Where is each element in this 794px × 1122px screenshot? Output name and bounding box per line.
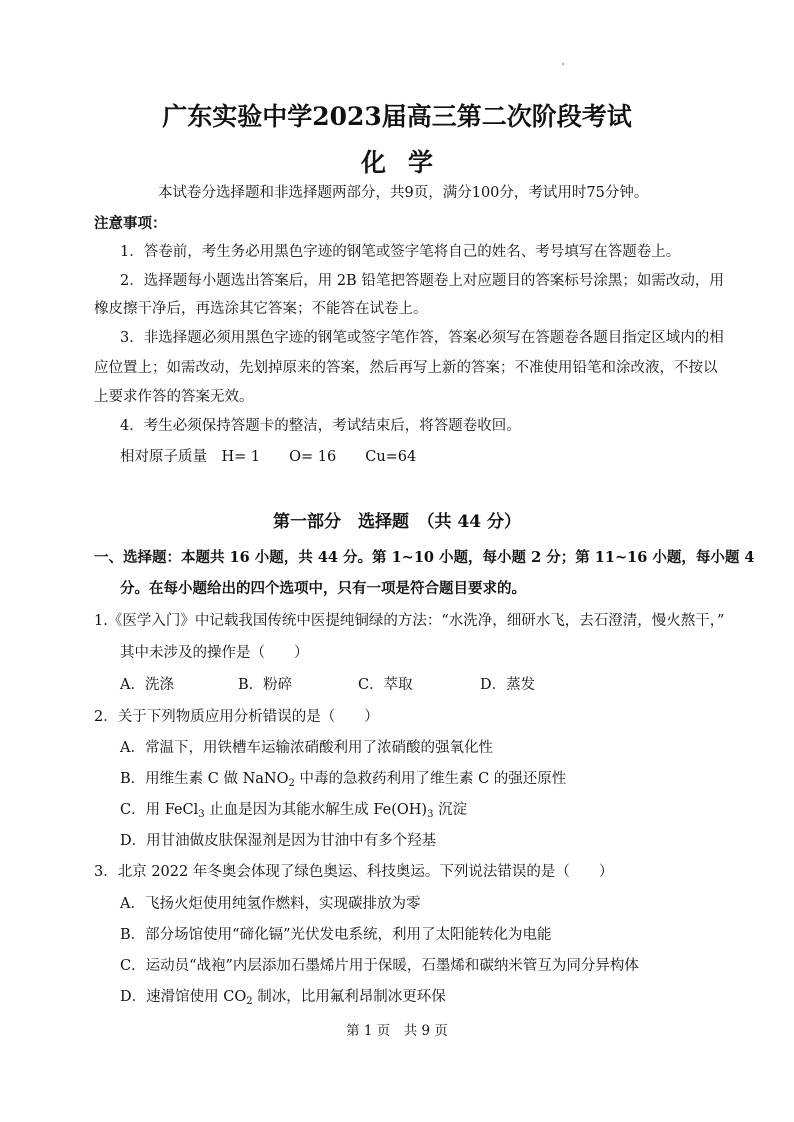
section-title: 第一部分 选择题 （共 44 分）	[273, 512, 521, 532]
question-1-option-b: B．粉碎	[238, 677, 293, 693]
question-2-option-a: A．常温下，用铁槽车运输浓硝酸利用了浓硝酸的强氧化性	[120, 740, 493, 756]
atomic-mass-line: 相对原子质量 H= 1 O= 16 Cu=64	[120, 449, 417, 465]
section-instruction: 分。在每小题给出的四个选项中，只有一项是符合题目要求的。	[120, 580, 526, 597]
question-1-option-c: C．萃取	[358, 677, 413, 693]
question-1-option-a: A．洗涤	[120, 677, 174, 693]
question-3-option-c: C．运动员“战袍”内层添加石墨烯片用于保暖，石墨烯和碳纳米管互为同分异构体	[120, 958, 639, 974]
option-text: 止血是因为其能水解生成 Fe(OH)	[204, 802, 428, 818]
question-1-stem: 其中未涉及的操作是（ ）	[120, 645, 309, 661]
question-2-stem: 2．关于下列物质应用分析错误的是（ ）	[94, 709, 379, 725]
subscript: 3	[198, 809, 205, 820]
option-text: C．用 FeCl	[120, 802, 199, 818]
notice-item: 2．选择题每小题选出答案后，用 2B 铅笔把答题卷上对应题目的答案标号涂黑；如需改动，用	[120, 273, 724, 289]
exam-intro: 本试卷分选择题和非选择题两部分，共9页，满分100分，考试用时75分钟。	[158, 185, 649, 201]
question-2-option-c	[120, 803, 467, 818]
notice-item: 橡皮擦干净后，再选涂其它答案；不能答在试卷上。	[94, 301, 428, 317]
notice-item: 应位置上；如需改动，先划掉原来的答案，然后再写上新的答案；不准使用铅笔和涂改液，不按以	[94, 360, 718, 376]
option-text: 沉淀	[433, 802, 468, 818]
notice-item: 1．答卷前，考生务必用黑色字迹的钢笔或签字笔将自己的姓名、考号填写在答题卷上。	[120, 244, 681, 260]
option-text: D．速滑馆使用 CO	[120, 989, 247, 1005]
subscript: 2	[288, 778, 295, 789]
question-2-option-d: D．用甘油做皮肤保湿剂是因为甘油中有多个羟基	[120, 833, 437, 849]
notice-item: 4．考生必须保持答题卡的整洁，考试结束后，将答题卷收回。	[120, 418, 521, 434]
page-footer: 第 1 页 共 9 页	[346, 1023, 448, 1039]
question-2-option-b	[120, 772, 566, 787]
section-instruction: 一、选择题：本题共 16 小题，共 44 分。第 1~10 小题，每小题 2 分；第 11~16 小题，每小题 4	[94, 549, 755, 566]
exam-title: 广东实验中学2023届高三第二次阶段考试	[162, 102, 632, 131]
question-3-option-d	[120, 990, 446, 1005]
question-1-stem: 1.《医学入门》中记载我国传统中医提纯铜绿的方法：“水洗净，细研水飞，去石澄清，慢火熬干，”	[94, 613, 725, 629]
subscript: 2	[246, 996, 253, 1007]
question-3-option-b: B．部分场馆使用“碲化镉”光伏发电系统，利用了太阳能转化为电能	[120, 927, 552, 943]
notice-item: 3．非选择题必须用黑色字迹的钢笔或签字笔作答，答案必须写在答题卷各题目指定区域内的相	[120, 330, 724, 346]
option-text: 中毒的急救药利用了维生素 C 的强还原性	[294, 771, 567, 787]
notice-heading: 注意事项：	[94, 215, 167, 232]
subject-title: 化学	[360, 148, 455, 177]
subscript: 3	[427, 809, 434, 820]
question-3-option-a: A．飞扬火炬使用纯氢作燃料，实现碳排放为零	[120, 896, 421, 912]
option-text: B．用维生素 C 做 NaNO	[120, 771, 289, 787]
option-text: 制冰，比用氟利昂制冰更环保	[252, 989, 446, 1005]
scan-dot	[562, 63, 564, 65]
notice-item: 上要求作答的答案无效。	[94, 389, 254, 405]
question-1-option-d: D．蒸发	[480, 677, 536, 693]
question-3-stem: 3．北京 2022 年冬奥会体现了绿色奥运、科技奥运。下列说法错误的是（ ）	[94, 864, 614, 880]
